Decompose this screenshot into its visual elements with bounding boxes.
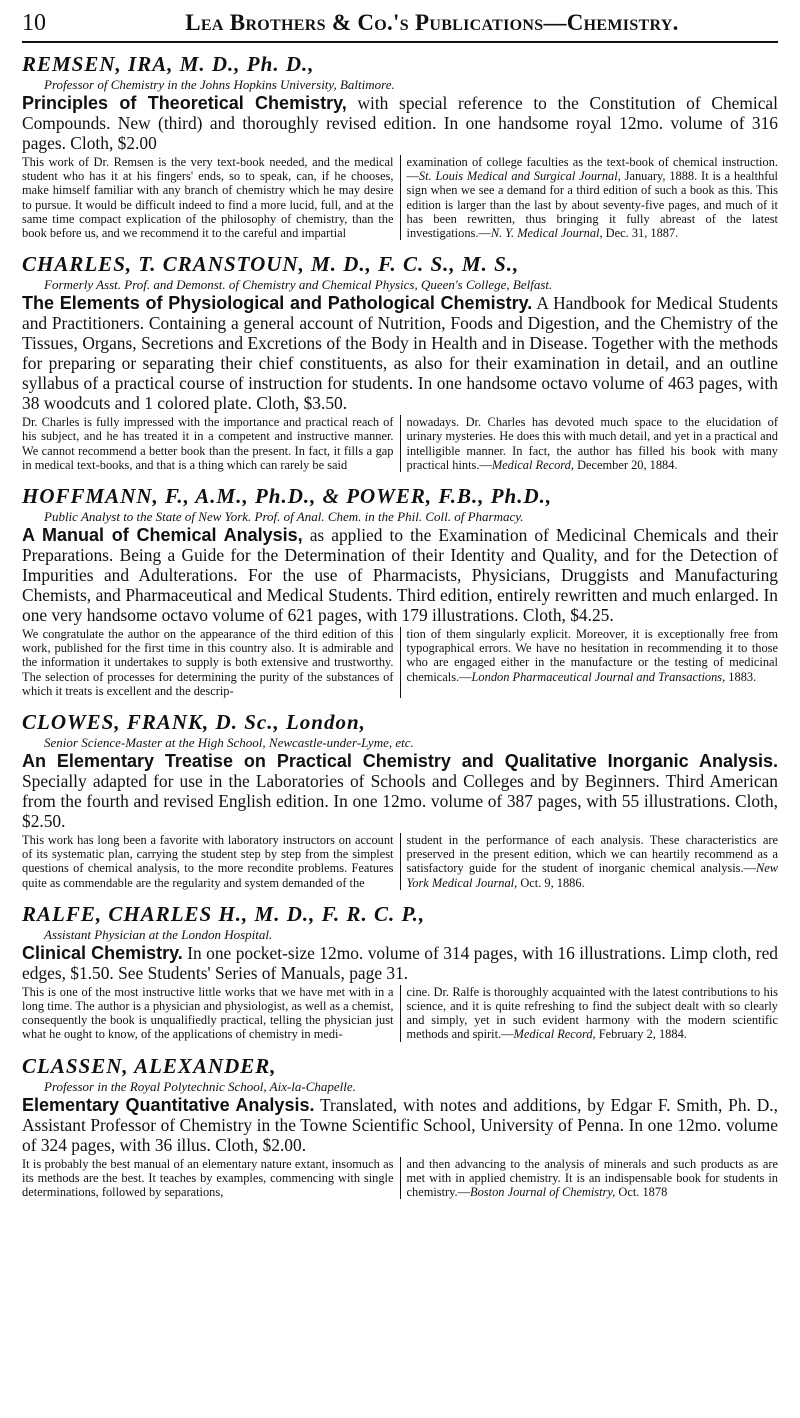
- review-left-column: This work of Dr. Remsen is the very text-book needed, and the medical student who has it at his fingers' ends, so to speak, can, if he chooses, make himself familiar with any branch of chemistry which he may desire to pursue. It would be difficult indeed to find a more lucid, full, and at the same time compact explication of the philosophy of chemistry, than the book before us, and we recommend it to the careful and impartial: [22, 155, 401, 240]
- book-entry: [22, 1055, 778, 1200]
- book-title: An Elementary Treatise on Practical Chemistry and Qualitative Inorganic Analysis.: [22, 751, 778, 772]
- review-source-2: N. Y. Medical Journal,: [490, 226, 603, 241]
- book-entry: [22, 711, 778, 890]
- review-source: St. Louis Medical and Surgical Journal,: [418, 169, 621, 184]
- book-description: [22, 751, 778, 831]
- running-head: Lea Brothers & Co.'s Publications—Chemistry.: [185, 10, 679, 35]
- book-details: Translated, with notes and additions, by Edgar F. Smith, Ph. D., Assistant Professor of Chemistry in the Towne Scientific School, University of Penna. In one 12mo. volume of 324 pages, with 36 illus. Cloth, $2.00.: [22, 1094, 778, 1155]
- review-left-column: Dr. Charles is fully impressed with the importance and practical reach of his subject, and he has treated it in a competent and instructive manner. We cannot recommend a better book than the present. In fact, it fills a gap in medical text-books, and that is a thing which can rarely be said: [22, 415, 401, 472]
- author-name: CHARLES, T. CRANSTOUN, M. D., F. C. S., M. S.,: [22, 252, 520, 277]
- review-date: Oct. 1878: [615, 1185, 668, 1200]
- review-text: tion of them singularly explicit. Moreover, it is exceptionally free from typographical errors. We have no hesitation in recommending it to those who are engaged either in the manufacture or the testing of medicinal chemicals.—: [406, 627, 778, 684]
- book-title: A Manual of Chemical Analysis,: [22, 525, 303, 546]
- author-affiliation: Assistant Physician at the London Hospital.: [44, 926, 273, 942]
- book-description: [22, 943, 778, 983]
- review-left-column: This is one of the most instructive little works that we have met with in a long time. The author is a physician and physiologist, as well as a chemist, consequently the book is unqualifiedly practical, telling the physician just what he ought to know, of the applications of chemistry in medi-: [22, 985, 401, 1042]
- entries-list: [22, 53, 778, 1199]
- author-affiliation: Professor of Chemistry in the Johns Hopkins University, Baltimore.: [44, 77, 395, 92]
- page-number: 10: [22, 10, 46, 36]
- book-title: Clinical Chemistry.: [22, 942, 183, 963]
- review-text: student in the performance of each analysis. These characteristics are preserved in the present edition, which we can heartily recommend as a satisfactory guide for the student of inorganic chemical analysis.—: [406, 833, 778, 876]
- review-date: 1883.: [725, 669, 757, 684]
- review-source: Medical Record,: [491, 457, 574, 472]
- review-source: Medical Record,: [513, 1027, 596, 1042]
- press-reviews: [22, 627, 778, 698]
- author-affiliation: Public Analyst to the State of New York. Prof. of Anal. Chem. in the Phil. Coll. of Pharmacy.: [44, 509, 524, 525]
- book-title: Elementary Quantitative Analysis.: [22, 1094, 315, 1115]
- book-details: as applied to the Examination of Medicinal Chemicals and their Preparations. Being a Guide for the Determination of their Identity and Quality, and for the Detection of Impurities and Adulterations. For the use of Pharmacists, Physicians, Druggists and Manufacturing Chemists, and Pharmaceutical and Medical Students. Third edition, entirely rewritten and much enlarged. In one very handsome octavo volume of 621 pages, with 179 illustrations. Cloth, $4.25.: [22, 525, 778, 626]
- book-entry: [22, 53, 778, 240]
- review-date: Oct. 9, 1886.: [517, 875, 585, 890]
- review-right-column: [401, 1157, 779, 1200]
- review-text: nowadays. Dr. Charles has devoted much space to the elucidation of urinary mysteries. He does this with much detail, and yet in a practical and intelligible manner. In fact, the author has filled his book with many practical hints.—: [406, 415, 778, 472]
- review-source: Boston Journal of Chemistry,: [470, 1185, 616, 1200]
- author-affiliation: Professor in the Royal Polytechnic School, Aix-la-Chapelle.: [44, 1078, 356, 1094]
- press-reviews: [22, 1157, 778, 1200]
- author-affiliation: Formerly Asst. Prof. and Demonst. of Chemistry and Chemical Physics, Queen's College, Belfast.: [44, 277, 553, 293]
- review-date: January, 1888. It is a healthful sign when we see a demand for a third edition of such a book as this. This edition is larger than the last by about seventy-five pages, and much of it has been rewritten, thus bringing it fully abreast of the latest investigations.—: [406, 169, 778, 241]
- review-left-column: It is probably the best manual of an elementary nature extant, insomuch as its methods are the best. It teaches by examples, commencing with single determinations, followed by separations,: [22, 1157, 401, 1200]
- review-left-column: This work has long been a favorite with laboratory instructors on account of its systematic plan, carrying the student step by step from the simplest questions of chemical analysis, to the more recondite problems. Features quite as commendable are the regularity and system demanded of the: [22, 833, 401, 890]
- book-description: [22, 525, 778, 625]
- review-source: New York Medical Journal,: [406, 861, 778, 890]
- review-source: London Pharmaceutical Journal and Transactions,: [471, 669, 726, 684]
- review-right-column: [401, 627, 779, 698]
- book-title: The Elements of Physiological and Pathological Chemistry.: [22, 293, 533, 314]
- press-reviews: [22, 415, 778, 472]
- review-date-2: Dec. 31, 1887.: [602, 226, 679, 241]
- book-description: [22, 93, 778, 153]
- review-left-column: We congratulate the author on the appearance of the third edition of this work, published for the first time in this country also. It is admirable and the information it undertakes to supply is both extensive and trustworthy. The selection of processes for determining the purity of the substances of which it treats is excellent and the descrip-: [22, 627, 401, 698]
- review-text: and then advancing to the analysis of minerals and such products as are met with in applied chemistry. It is an indispensable book for students in chemistry.—: [406, 1156, 778, 1200]
- review-date: February 2, 1884.: [595, 1027, 687, 1042]
- book-entry: [22, 485, 778, 698]
- book-details: with special reference to the Constitution of Chemical Compounds. New (third) and thoroughly revised edition. In one handsome royal 12mo. volume of 316 pages. Cloth, $2.00: [22, 93, 778, 153]
- author-name: REMSEN, IRA, M. D., Ph. D.,: [22, 52, 315, 76]
- book-entry: [22, 253, 778, 472]
- press-reviews: [22, 155, 778, 240]
- author-name: CLASSEN, ALEXANDER,: [22, 1053, 277, 1078]
- review-right-column: [401, 833, 779, 890]
- author-affiliation: Senior Science-Master at the High School, Newcastle-under-Lyme, etc.: [44, 735, 414, 751]
- book-description: [22, 293, 778, 413]
- page-header: [22, 10, 778, 43]
- author-name: CLOWES, FRANK, D. Sc., London,: [22, 710, 366, 735]
- book-title: Principles of Theoretical Chemistry,: [22, 93, 347, 113]
- press-reviews: [22, 985, 778, 1042]
- review-date: December 20, 1884.: [573, 457, 678, 472]
- book-details: In one pocket-size 12mo. volume of 314 pages, with 16 illustrations. Limp cloth, red edges, $1.50. See Students' Series of Manuals, page 31.: [22, 942, 779, 983]
- review-right-column: [401, 415, 779, 472]
- review-text: examination of college faculties as the text-book of chemical instruction.—: [406, 155, 778, 184]
- author-name: HOFFMANN, F., A.M., Ph.D., & POWER, F.B., Ph.D.,: [22, 484, 553, 509]
- review-right-column: [401, 985, 779, 1042]
- author-name: RALFE, CHARLES H., M. D., F. R. C. P.,: [22, 901, 426, 926]
- review-right-column: [401, 155, 779, 240]
- book-description: [22, 1095, 778, 1155]
- book-entry: [22, 903, 778, 1042]
- review-text: cine. Dr. Ralfe is thoroughly acquainted with the latest contributions to his science, and it is quite refreshing to find the subject dealt with so clearly and simply, yet in such evident harmony with the modern scientific methods and spirit.—: [406, 984, 778, 1042]
- press-reviews: [22, 833, 778, 890]
- book-details: A Handbook for Medical Students and Practitioners. Containing a general account of Nutrition, Foods and Digestion, and the Chemistry of the Tissues, Organs, Secretions and Excretions of the Body in Health and in Disease. Together with the methods for preparing or separating their chief constituents, as also for their examination in detail, and an outline syllabus of a practical course of instruction for students. In one handsome octavo volume of 463 pages, with 38 woodcuts and 1 colored plate. Cloth, $3.50.: [22, 293, 778, 414]
- book-details: Specially adapted for use in the Laboratories of Schools and Colleges and by Beginners. Third American from the fourth and revised English edition. In one 12mo. volume of 387 pages, with 55 illustrations. Cloth, $2.50.: [22, 771, 778, 832]
